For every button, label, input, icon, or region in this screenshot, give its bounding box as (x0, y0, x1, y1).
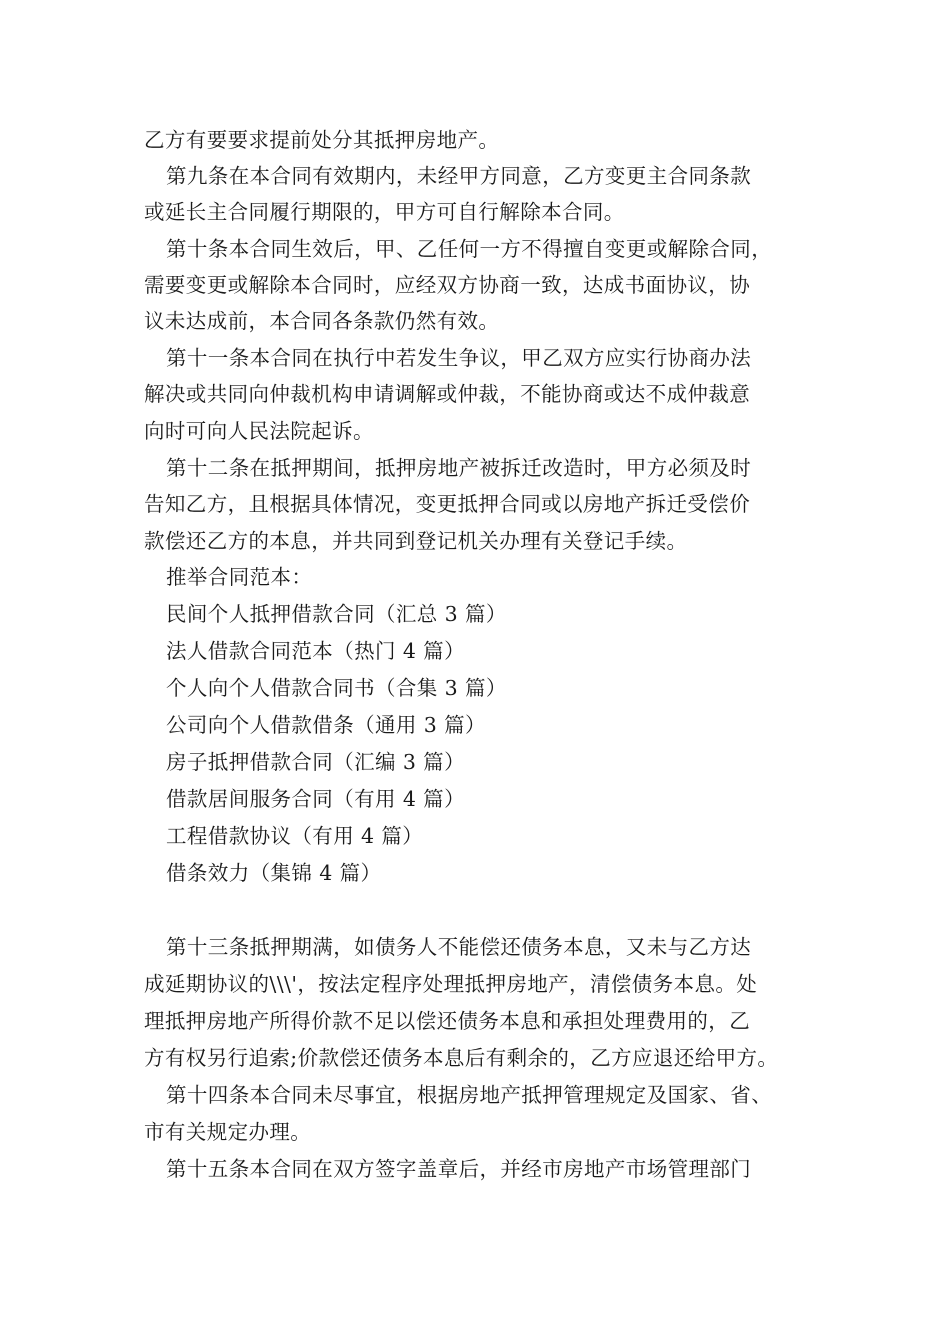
text-line: 解决或共同向仲裁机构申请调解或仲裁，不能协商或达不成仲裁意 (144, 382, 751, 406)
text-line: 市有关规定办理。 (144, 1120, 312, 1144)
text-line: 第十三条抵押期满，如债务人不能偿还债务本息，又未与乙方达 (166, 935, 752, 959)
text-line: 方有权另行追索;价款偿还债务本息后有剩余的，乙方应退还给甲方。 (144, 1046, 779, 1070)
text-line: 告知乙方，且根据具体情况，变更抵押合同或以房地产拆迁受偿价 (144, 492, 751, 516)
text-line: 第九条在本合同有效期内，未经甲方同意，乙方变更主合同条款 (166, 164, 752, 188)
text-line: 第十二条在抵押期间，抵押房地产被拆迁改造时，甲方必须及时 (166, 456, 752, 480)
text-line: 议未达成前，本合同各条款仍然有效。 (144, 309, 500, 333)
list-item: 公司向个人借款借条（通用 3 篇） (166, 713, 486, 737)
list-item: 个人向个人借款合同书（合集 3 篇） (166, 676, 507, 700)
list-item: 借款居间服务合同（有用 4 篇） (166, 787, 465, 811)
text-line: 款偿还乙方的本息，并共同到登记机关办理有关登记手续。 (144, 529, 688, 553)
text-line: 第十五条本合同在双方签字盖章后，并经市房地产市场管理部门 (166, 1157, 752, 1181)
text-line: 推举合同范本： (166, 565, 313, 589)
text-line: 理抵押房地产所得价款不足以偿还债务本息和承担处理费用的，乙 (144, 1009, 751, 1033)
list-item: 法人借款合同范本（热门 4 篇） (166, 639, 465, 663)
list-item: 民间个人抵押借款合同（汇总 3 篇） (166, 602, 507, 626)
text-line: 或延长主合同履行期限的，甲方可自行解除本合同。 (144, 200, 625, 224)
list-item: 工程借款协议（有用 4 篇） (166, 824, 424, 848)
text-line: 需要变更或解除本合同时，应经双方协商一致，达成书面协议，协 (144, 273, 751, 297)
text-line: 第十条本合同生效后，甲、乙任何一方不得擅自变更或解除合同， (166, 237, 773, 261)
list-item: 借条效力（集锦 4 篇） (166, 861, 382, 885)
text-line: 第十一条本合同在执行中若发生争议，甲乙双方应实行协商办法 (166, 346, 752, 370)
text-line: 成延期协议的\\\'，按法定程序处理抵押房地产，清偿债务本息。处 (144, 972, 758, 996)
text-line: 乙方有要要求提前处分其抵押房地产。 (144, 128, 500, 152)
text-line: 向时可向人民法院起诉。 (144, 419, 374, 443)
list-item: 房子抵押借款合同（汇编 3 篇） (166, 750, 465, 774)
text-line: 第十四条本合同未尽事宜，根据房地产抵押管理规定及国家、省、 (166, 1083, 773, 1107)
